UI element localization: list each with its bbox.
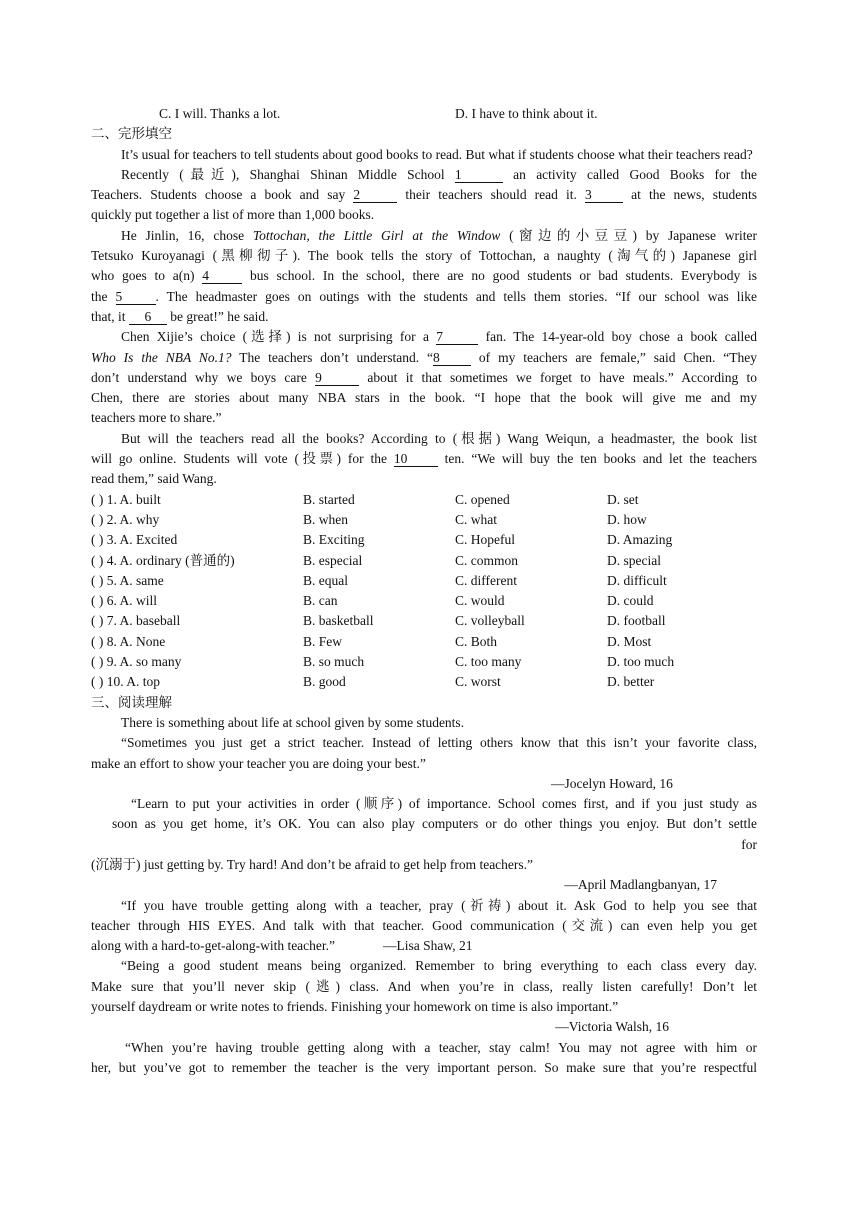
option-b: B. especial — [303, 552, 363, 568]
option-c: C. what — [455, 511, 497, 527]
question-row[interactable] — [91, 652, 757, 672]
option-b: B. when — [303, 511, 348, 527]
document-page — [91, 104, 757, 1078]
cloze-paragraph-3-line-1 — [91, 226, 757, 246]
quote-4-line-1: “Being a good student means being organized. Remember to bring everything to each class every day. — [121, 958, 757, 974]
question-stem: ( ) 2. A. why — [91, 511, 160, 527]
option-b: B. so much — [303, 654, 365, 670]
quote-3-author: —Lisa Shaw, 21 — [383, 938, 473, 954]
blank-1[interactable]: 1 — [455, 168, 503, 183]
text: fan. The 14-year-old boy chose a book called — [478, 329, 758, 345]
section-title-cloze: 二、完形填空 — [91, 126, 172, 142]
quote-3-line-2: teacher through HIS EYES. And talk with that teacher. Good communication (交流) can even help you get — [91, 917, 757, 933]
question-row[interactable] — [91, 632, 757, 652]
quote-1-line-2: make an effort to show your teacher you are doing your best.” — [91, 755, 426, 771]
option-b: B. good — [303, 674, 346, 690]
cloze-paragraph-4-line-2 — [91, 348, 757, 368]
blank-5[interactable]: 5 — [116, 290, 156, 305]
option-d: D. I have to think about it. — [455, 106, 598, 121]
cloze-paragraph-4-line-5: teachers more to share.” — [91, 410, 222, 426]
text: will go online. Students will vote (投票) for the — [91, 451, 394, 467]
section-title-reading: 三、阅读理解 — [91, 694, 172, 710]
quote-4-line-2: Make sure that you’ll never skip (逃) class. And when you’re in class, really listen carefully! Don’t let — [91, 978, 757, 994]
quote-3-line-1: “If you have trouble getting along with a teacher, pray (祈祷) about it. Ask God to help you see that — [121, 897, 757, 913]
cloze-paragraph-4-line-3 — [91, 368, 757, 388]
quote-5-line-2: her, but you’ve got to remember the teacher is the very important person. So make sure that you’re respectful — [91, 1059, 757, 1075]
text: be great!” he said. — [166, 308, 269, 324]
option-b: B. equal — [303, 572, 348, 588]
option-d: D. better — [607, 674, 655, 690]
option-c: C. opened — [455, 491, 510, 507]
cloze-paragraph-2-line-1 — [91, 165, 757, 185]
option-d: D. difficult — [607, 572, 667, 588]
question-row[interactable] — [91, 510, 757, 530]
option-b: B. Exciting — [303, 532, 365, 548]
quote-4-line-3: yourself daydream or write notes to friends. Finishing your homework on time is also important.” — [91, 999, 619, 1015]
cloze-paragraph-3-line-5 — [91, 307, 757, 327]
text: (窗边的小豆豆) by Japanese writer — [500, 227, 757, 243]
cloze-paragraph-3-line-3 — [91, 266, 757, 286]
reading-intro: There is something about life at school given by some students. — [121, 714, 465, 730]
text: bus school. In the school, there are no good students or bad students. Everybody is — [242, 268, 758, 284]
cloze-paragraph-3-line-2: Tetsuko Kuroyanagi (黑柳彻子). The book tells the story of Tottochan, a naughty (淘气的) Japanese girl — [91, 248, 757, 264]
question-row[interactable] — [91, 611, 757, 631]
text: He Jinlin, 16, chose — [121, 227, 253, 243]
text: the — [91, 288, 116, 304]
option-b: B. Few — [303, 633, 343, 649]
blank-2[interactable]: 2 — [353, 188, 397, 203]
option-c: C. I will. Thanks a lot. — [159, 106, 281, 121]
option-c: C. would — [455, 593, 505, 609]
text: their teachers should read it. — [397, 187, 585, 203]
text: Teachers. Students choose a book and say — [91, 187, 354, 203]
text: of my teachers are female,” said Chen. “They — [470, 349, 757, 365]
option-d: D. too much — [607, 654, 675, 670]
text: Recently (最近), Shanghai Shinan Middle School — [121, 166, 455, 182]
question-stem: ( ) 7. A. baseball — [91, 613, 181, 629]
text: about it that sometimes we forget to have meals.” According to — [359, 369, 758, 385]
blank-3[interactable]: 3 — [585, 188, 623, 203]
cloze-paragraph-5-line-2 — [91, 449, 757, 469]
paragraph-text: It’s usual for teachers to tell students about good books to read. But what if students choose what their teachers read? — [121, 146, 753, 162]
quote-4-author: —Victoria Walsh, 16 — [555, 1019, 669, 1035]
quote-2-line-4: (沉溺于) just getting by. Try hard! And don’t be afraid to get help from teachers.” — [91, 856, 534, 872]
option-c: C. Hopeful — [455, 532, 515, 548]
option-b: B. can — [303, 593, 338, 609]
quote-2-line-3: for — [741, 836, 757, 852]
quote-2-line-2: soon as you get home, it’s OK. You can also play computers or do other things you enjoy. But don’t settle — [112, 816, 757, 832]
question-row[interactable] — [91, 672, 757, 692]
quote-2-line-1: “Learn to put your activities in order (顺序) of importance. School comes first, and if you just study as — [131, 796, 757, 812]
question-row[interactable] — [91, 530, 757, 550]
quote-2-author: —April Madlangbanyan, 17 — [564, 877, 717, 893]
option-d: D. how — [607, 511, 647, 527]
text: who goes to a(n) — [91, 268, 203, 284]
text: ten. “We will buy the ten books and let the teachers — [437, 451, 757, 467]
quote-1-author: —Jocelyn Howard, 16 — [551, 775, 673, 791]
question-stem: ( ) 9. A. so many — [91, 654, 182, 670]
option-d: D. Most — [607, 633, 652, 649]
option-c: C. volleyball — [455, 613, 525, 629]
blank-10[interactable]: 10 — [394, 452, 438, 467]
book-title: Tottochan, the Little Girl at the Window — [252, 227, 501, 243]
option-d: D. football — [607, 613, 666, 629]
question-row[interactable] — [91, 551, 757, 571]
blank-8[interactable]: 8 — [433, 351, 471, 366]
cloze-paragraph-5-line-1: But will the teachers read all the books? According to (根据) Wang Weiqun, a headmaster, the book list — [121, 430, 757, 446]
quote-3-line-3 — [91, 936, 757, 956]
cloze-paragraph-3-line-4 — [91, 287, 757, 307]
question-stem: ( ) 10. A. top — [91, 674, 160, 690]
question-row[interactable] — [91, 591, 757, 611]
text: that, it — [91, 308, 129, 324]
option-b: B. started — [303, 491, 355, 507]
quote-5-line-1: “When you’re having trouble getting along with a teacher, stay calm! You may not agree with him or — [125, 1039, 757, 1055]
question-stem: ( ) 1. A. built — [91, 491, 161, 507]
cloze-paragraph-4-line-1 — [91, 327, 757, 347]
question-stem: ( ) 6. A. will — [91, 593, 157, 609]
text: . The headmaster goes on outings with the students and tells them stories. “If our school was like — [155, 288, 757, 304]
option-d: D. set — [607, 491, 639, 507]
text: The teachers don’t understand. “ — [231, 349, 433, 365]
cloze-question-list — [91, 490, 757, 693]
text: along with a hard-to-get-along-with teacher.” — [91, 938, 336, 954]
cloze-paragraph-2-line-2 — [91, 185, 757, 205]
cloze-paragraph-1 — [91, 145, 757, 165]
cloze-paragraph-5-line-3: read them,” said Wang. — [91, 471, 217, 487]
blank-9[interactable]: 9 — [315, 371, 359, 386]
blank-6[interactable]: 6 — [129, 310, 167, 325]
option-d: D. special — [607, 552, 661, 568]
blank-4[interactable]: 4 — [202, 269, 242, 284]
question-row[interactable] — [91, 571, 757, 591]
option-c: C. too many — [455, 654, 522, 670]
option-c: C. different — [455, 572, 517, 588]
question-row[interactable] — [91, 490, 757, 510]
option-d: D. could — [607, 593, 654, 609]
option-c: C. worst — [455, 674, 501, 690]
previous-question-options — [91, 104, 757, 124]
option-d: D. Amazing — [607, 532, 673, 548]
question-stem: ( ) 4. A. ordinary (普通的) — [91, 552, 235, 568]
cloze-paragraph-2-line-3: quickly put together a list of more than 1,000 books. — [91, 207, 375, 223]
cloze-paragraph-4-line-4: Chen, there are stories about many NBA stars in the book. “I hope that the book will give me and my — [91, 390, 757, 406]
blank-7[interactable]: 7 — [436, 330, 478, 345]
question-stem: ( ) 5. A. same — [91, 572, 164, 588]
book-title: Who Is the NBA No.1? — [91, 349, 232, 365]
quote-1-line-1: “Sometimes you just get a strict teacher. Instead of letting others know that this isn’t your favorite class, — [121, 735, 757, 751]
text: an activity called Good Books for the — [502, 166, 757, 182]
question-stem: ( ) 8. A. None — [91, 633, 166, 649]
text: Chen Xijie’s choice (选择) is not surprising for a — [121, 329, 437, 345]
text: don’t understand why we boys care — [91, 369, 316, 385]
option-b: B. basketball — [303, 613, 374, 629]
text: at the news, students — [623, 187, 758, 203]
question-stem: ( ) 3. A. Excited — [91, 532, 178, 548]
option-c: C. common — [455, 552, 518, 568]
option-c: C. Both — [455, 633, 498, 649]
